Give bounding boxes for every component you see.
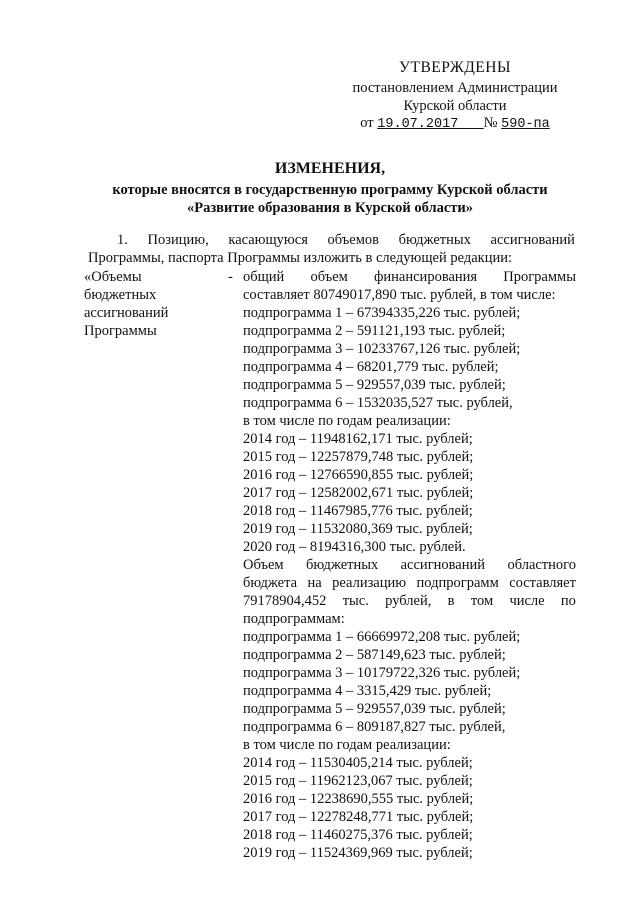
subprogram-total-line: подпрограмма 6 – 1532035,527 тыс. рублей, xyxy=(243,395,513,411)
paragraph-word: касающуюся xyxy=(228,232,308,248)
text-word: рублей, xyxy=(385,593,432,609)
year-regional-line: 2019 год – 11524369,969 тыс. рублей; xyxy=(243,845,473,861)
text-word: тыс. xyxy=(342,593,369,609)
document-subtitle-line-1: которые вносятся в государственную программу Курской области xyxy=(112,182,548,198)
text-word: Программы xyxy=(503,269,576,285)
approval-date-prefix: от xyxy=(360,115,374,131)
year-total-line: 2019 год – 11532080,369 тыс. рублей; xyxy=(243,521,473,537)
approval-number: 590-па xyxy=(501,117,550,132)
text-word: составляет xyxy=(509,575,576,591)
text-word: по xyxy=(560,593,576,609)
subprogram-regional-line: подпрограмма 1 – 66669972,208 тыс. рублей; xyxy=(243,629,521,645)
paragraph-word: ассигнований xyxy=(490,232,575,248)
approval-date-line xyxy=(335,115,575,132)
paragraph-number: 1. xyxy=(117,232,128,248)
year-total-line: 2016 год – 12766590,855 тыс. рублей; xyxy=(243,467,474,483)
approval-issuer: постановлением Администрации xyxy=(352,80,558,96)
text-word: реализацию xyxy=(332,575,407,591)
paragraph-1-line-2: Программы, паспорта Программы изложить в следующей редакции: xyxy=(88,250,513,266)
year-total-line: 2014 год – 11948162,171 тыс. рублей; xyxy=(243,431,473,447)
year-total-line: 2015 год – 12257879,748 тыс. рублей; xyxy=(243,449,474,465)
subprogram-total-line: подпрограмма 4 – 68201,779 тыс. рублей; xyxy=(243,359,499,375)
approval-date: 19.07.2017 xyxy=(377,117,459,132)
position-label-line: Программы xyxy=(84,323,157,339)
year-total-line: 2018 год – 11467985,776 тыс. рублей; xyxy=(243,503,473,519)
text-word: бюджетных xyxy=(306,557,379,573)
text-word: ассигнований xyxy=(400,557,486,573)
regional-budget-line-1 xyxy=(243,557,576,574)
text-word: объем xyxy=(310,269,348,285)
by-years-label: в том числе по годам реализации: xyxy=(243,413,451,429)
document-subtitle-line-2: «Развитие образования в Курской области» xyxy=(186,200,474,216)
text-word: бюджета xyxy=(243,575,298,591)
text-word: финансирования xyxy=(374,269,478,285)
year-total-line: 2017 год – 12582002,671 тыс. рублей; xyxy=(243,485,474,501)
text-word: общий xyxy=(243,269,285,285)
regional-budget-line-3 xyxy=(243,593,576,610)
subprogram-regional-line: подпрограмма 4 – 3315,429 тыс. рублей; xyxy=(243,683,492,699)
position-label-line: бюджетных xyxy=(84,287,157,303)
subprogram-total-line: подпрограмма 2 – 591121,193 тыс. рублей; xyxy=(243,323,506,339)
year-regional-line: 2017 год – 12278248,771 тыс. рублей; xyxy=(243,809,474,825)
approval-title: УТВЕРЖДЕНЫ xyxy=(399,59,511,76)
year-regional-line: 2014 год – 11530405,214 тыс. рублей; xyxy=(243,755,473,771)
paragraph-word: Позицию, xyxy=(147,232,209,248)
paragraph-1-line-1 xyxy=(117,232,575,249)
subprogram-regional-line: подпрограмма 3 – 10179722,326 тыс. рублей; xyxy=(243,665,521,681)
position-label-line: «Объемы xyxy=(84,269,142,285)
document-title: ИЗМЕНЕНИЯ, xyxy=(274,160,386,177)
text-word: в xyxy=(447,593,455,609)
subprogram-total-line: подпрограмма 3 – 10233767,126 тыс. рублей; xyxy=(243,341,521,357)
subprogram-regional-line: подпрограмма 6 – 809187,827 тыс. рублей, xyxy=(243,719,506,735)
approval-number-sign: № xyxy=(483,115,498,131)
subprogram-total-line: подпрограмма 1 – 67394335,226 тыс. рублей; xyxy=(243,305,521,321)
approval-region: Курской области xyxy=(403,98,507,114)
position-label-line: ассигнований xyxy=(84,305,169,321)
year-total-line: 2020 год – 8194316,300 тыс. рублей. xyxy=(243,539,466,555)
by-years-label: в том числе по годам реализации: xyxy=(243,737,451,753)
paragraph-word: бюджетных xyxy=(398,232,471,248)
text-word: том xyxy=(470,593,494,609)
year-regional-line: 2016 год – 12238690,555 тыс. рублей; xyxy=(243,791,474,807)
total-financing-line-2: составляет 80749017,890 тыс. рублей, в том числе: xyxy=(243,287,556,303)
regional-budget-line-2 xyxy=(243,575,576,592)
text-word: на xyxy=(307,575,322,591)
text-word: подпрограмм xyxy=(416,575,499,591)
year-regional-line: 2018 год – 11460275,376 тыс. рублей; xyxy=(243,827,473,843)
text-word: 79178904,452 xyxy=(243,593,327,609)
text-word: Объем xyxy=(243,557,284,573)
text-word: числе xyxy=(509,593,545,609)
regional-budget-line-4: подпрограммам: xyxy=(243,611,345,627)
approval-date-underline xyxy=(458,115,483,131)
subprogram-regional-line: подпрограмма 2 – 587149,623 тыс. рублей; xyxy=(243,647,506,663)
subprogram-total-line: подпрограмма 5 – 929557,039 тыс. рублей; xyxy=(243,377,506,393)
text-word: областного xyxy=(507,557,576,573)
paragraph-word: объемов xyxy=(327,232,380,248)
position-dash: - xyxy=(228,269,233,285)
total-financing-line-1 xyxy=(243,269,576,286)
year-regional-line: 2015 год – 11962123,067 тыс. рублей; xyxy=(243,773,473,789)
subprogram-regional-line: подпрограмма 5 – 929557,039 тыс. рублей; xyxy=(243,701,506,717)
